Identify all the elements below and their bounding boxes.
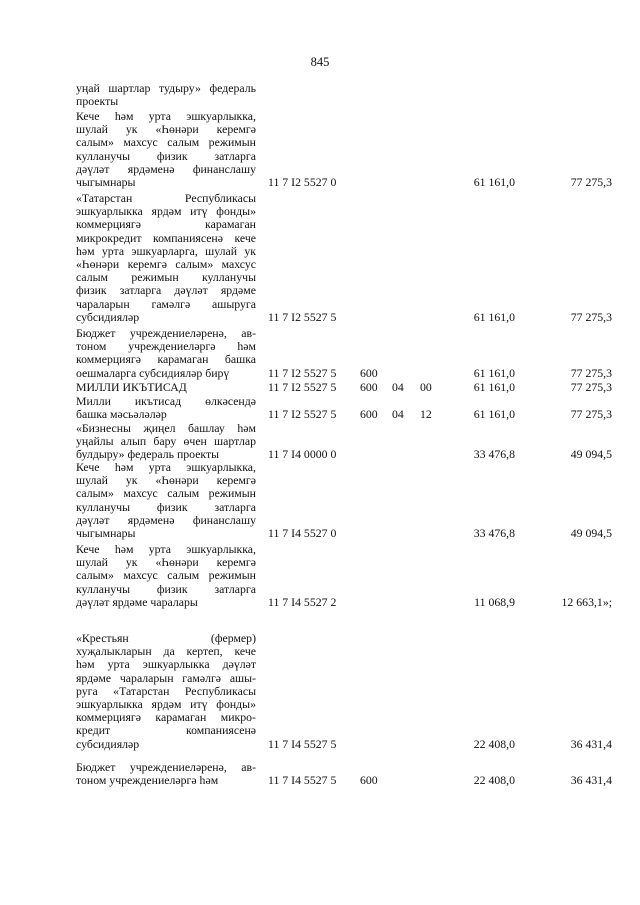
target-article-code: 11 7 I2 5527 5 <box>268 380 337 394</box>
description-line: коммерциягә карамаган <box>76 218 256 232</box>
amount-year-2: 77 275,3 <box>570 175 612 189</box>
row-description <box>76 82 256 108</box>
description-line: коммерциягә карамаган башка <box>76 353 256 367</box>
description-line: Кече һәм урта эшкуарлыкка, <box>76 461 256 474</box>
description-line: «Һөнәри керемгә салым» махсус <box>76 257 256 271</box>
expense-type: 600 <box>360 773 378 788</box>
description-line: оешмаларга субсидияләр бирү <box>76 366 230 380</box>
amount-year-2: 77 275,3 <box>570 309 612 324</box>
description-line: кредит компаниясенә <box>76 724 256 738</box>
description-line: Бюджет учреждениеләренә, ав- <box>76 327 256 340</box>
target-article-code: 11 7 I2 5527 5 <box>268 365 337 380</box>
expense-type: 600 <box>360 365 378 380</box>
row-description <box>76 422 256 462</box>
row-description <box>76 632 256 751</box>
description-line: һәм урта эшкуарлыкка дәүләт <box>76 658 256 672</box>
description-line: уңайлы алып бару өчен шартлар <box>76 435 256 449</box>
amount-year-1: 61 161,0 <box>473 365 515 380</box>
amount-year-1: 33 476,8 <box>473 526 515 540</box>
description-line: кулланучы физик затларга <box>76 149 256 163</box>
description-line: эшкуарлыкка ярдәм итү фонды» <box>76 697 256 711</box>
target-article-code: 11 7 I4 5527 5 <box>268 736 337 751</box>
amount-year-2: 49 094,5 <box>570 447 612 462</box>
description-line: уңай шартлар тудыру» федераль <box>76 82 256 95</box>
expense-type: 600 <box>360 407 378 422</box>
section-code: 04 <box>392 380 404 394</box>
description-line: дәүләт ярдәменә финанслашу <box>76 162 256 176</box>
page-number: 845 <box>310 55 330 69</box>
description-line: ярдәме чараларын гамәлгә ашы- <box>76 671 256 685</box>
description-line: кулланучы физик затларга <box>76 500 256 514</box>
description-line: Кече һәм урта эшкуарлыкка, <box>76 543 256 556</box>
description-line: эшкуарлыкка ярдәм итү фонды» <box>76 205 256 219</box>
description-line: шулай ук «Һөнәри керемгә <box>76 556 256 570</box>
amount-year-1: 61 161,0 <box>473 175 515 189</box>
amount-year-2: 36 431,4 <box>570 773 612 788</box>
description-line: кулланучы физик затларга <box>76 582 256 596</box>
description-line: тоном учреждениеләргә һәм <box>76 340 256 354</box>
description-line: чараларын гамәлгә ашыруга <box>76 297 256 311</box>
target-article-code: 11 7 I2 5527 5 <box>268 407 337 422</box>
amount-year-1: 61 161,0 <box>473 407 515 422</box>
amount-year-1: 61 161,0 <box>473 309 515 324</box>
description-line: һәм урта эшкуарларга, шулай ук <box>76 244 256 258</box>
description-line: проекты <box>76 95 119 109</box>
section-code: 04 <box>392 407 404 422</box>
amount-year-1: 33 476,8 <box>473 447 515 462</box>
target-article-code: 11 7 I2 5527 5 <box>268 309 337 324</box>
description-line: руга «Татарстан Республикасы <box>76 684 256 698</box>
amount-year-2: 12 663,1»; <box>561 594 612 609</box>
description-line: «Татарстан Республикасы <box>76 192 256 205</box>
description-line: шулай ук «Һөнәри керемгә <box>76 474 256 488</box>
description-line: салым» махсус салым режимын <box>76 136 256 150</box>
amount-year-1: 22 408,0 <box>473 773 515 788</box>
target-article-code: 11 7 I4 5527 0 <box>268 526 337 540</box>
description-line: булдыру» федераль проекты <box>76 448 220 462</box>
row-description <box>76 327 256 380</box>
description-line: хуҗалыкларын да кертеп, кече <box>76 645 256 659</box>
amount-year-2: 49 094,5 <box>570 526 612 540</box>
row-description <box>76 761 256 787</box>
target-article-code: 11 7 I4 5527 5 <box>268 773 337 788</box>
row-description <box>76 381 256 394</box>
description-line: субсидияләр <box>76 737 140 751</box>
amount-year-2: 77 275,3 <box>570 380 612 394</box>
description-line: салым» махсус салым режимын <box>76 487 256 501</box>
description-line: субсидияләр <box>76 310 140 324</box>
target-article-code: 11 7 I4 5527 2 <box>268 594 337 609</box>
amount-year-1: 61 161,0 <box>473 380 515 394</box>
description-line: «Бизнесны җиңел башлау һәм <box>76 422 256 435</box>
description-line: дәүләт ярдәменә финанслашу <box>76 513 256 527</box>
description-line: Кече һәм урта эшкуарлыкка, <box>76 110 256 123</box>
amount-year-2: 77 275,3 <box>570 407 612 422</box>
description-line: Бюджет учреждениеләренә, ав- <box>76 761 256 774</box>
amount-year-1: 22 408,0 <box>473 736 515 751</box>
expense-type: 600 <box>360 380 378 394</box>
row-description <box>76 192 256 324</box>
amount-year-1: 11 068,9 <box>474 594 515 609</box>
description-line: салым режимын кулланучы <box>76 271 256 285</box>
amount-year-2: 36 431,4 <box>570 736 612 751</box>
description-line: салым» махсус салым режимын <box>76 569 256 583</box>
description-line: коммерциягә карамаган микро- <box>76 711 256 725</box>
description-line: микрокредит компаниясенә кече <box>76 231 256 245</box>
target-article-code: 11 7 I4 0000 0 <box>268 447 337 462</box>
row-description <box>76 543 256 609</box>
description-line: башка мәсьәләләр <box>76 408 167 422</box>
row-description <box>76 395 256 421</box>
subsection-code: 00 <box>420 380 432 394</box>
description-line: Милли икътисад өлкәсендә <box>76 395 256 408</box>
description-line: физик затларга дәүләт ярдәме <box>76 284 256 298</box>
row-description <box>76 461 256 540</box>
description-line: чыгымнары <box>76 175 136 189</box>
description-line: тоном учреждениеләргә һәм <box>76 774 219 788</box>
description-line: шулай ук «Һөнәри керемгә <box>76 123 256 137</box>
description-line: «Крестьян (фермер) <box>76 632 256 645</box>
description-line: МИЛЛИ ИКЪТИСАД <box>76 381 187 394</box>
row-description <box>76 110 256 189</box>
subsection-code: 12 <box>420 407 432 422</box>
amount-year-2: 77 275,3 <box>570 365 612 380</box>
description-line: дәүләт ярдәме чаралары <box>76 595 198 609</box>
description-line: чыгымнары <box>76 526 136 540</box>
target-article-code: 11 7 I2 5527 0 <box>268 175 337 189</box>
